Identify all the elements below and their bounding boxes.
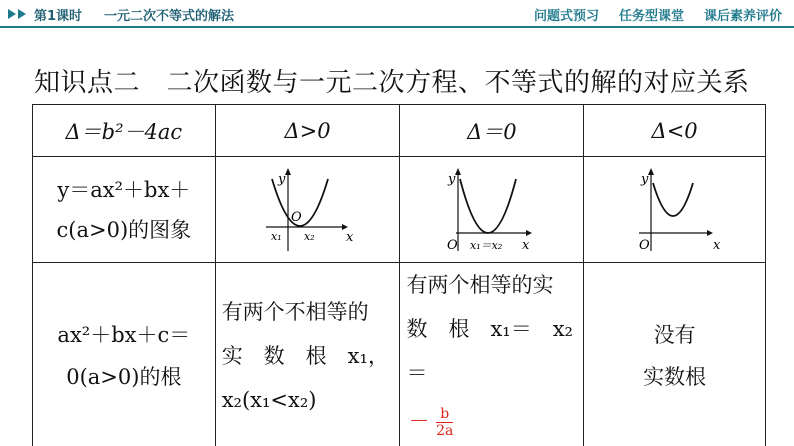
- y-axis-arrow-icon: [648, 168, 654, 175]
- header-discriminant: Δ＝b²－4ac: [33, 105, 216, 157]
- answer-denominator: 2a: [436, 423, 454, 439]
- roots-two-cell: [215, 263, 400, 446]
- y-axis-label: y: [447, 171, 456, 187]
- no-root-line1: 没有: [653, 322, 696, 347]
- graph-no-root-cell: [584, 157, 766, 263]
- breadcrumb: [8, 4, 234, 24]
- two-roots-line2: 实 数 根 x₁，: [221, 343, 389, 368]
- answer-numerator: b: [436, 406, 453, 423]
- tab-preview[interactable]: 问题式预习: [533, 8, 599, 24]
- graph-double-root-cell: [400, 157, 584, 263]
- answer-blank: [406, 395, 455, 446]
- graph-label-line1: y＝ax²＋bx＋: [57, 177, 191, 202]
- roots-none-cell: [584, 263, 766, 446]
- lesson-label: 第1课时: [34, 8, 83, 24]
- tab-evaluation[interactable]: 课后素养评价: [703, 8, 782, 24]
- y-axis-label: y: [640, 171, 648, 187]
- x-axis-label: x: [712, 237, 720, 253]
- no-root-line2: 实数根: [643, 364, 707, 389]
- y-axis-arrow-icon: [455, 168, 461, 175]
- roots-label-line2: 0(a>0)的根: [66, 364, 182, 389]
- origin-label: O: [290, 209, 302, 225]
- parabola-two-roots-graph: [258, 165, 358, 255]
- x-axis-arrow-icon: [707, 230, 713, 236]
- graph-row-label: [33, 157, 216, 263]
- header-negative: Δ<0: [584, 105, 766, 157]
- lesson-title: 一元二次不等式的解法: [104, 8, 235, 24]
- double-root-answer: [406, 395, 583, 446]
- roots-row-label: [33, 263, 216, 446]
- answer-sign: －: [408, 409, 430, 433]
- page-title: 知识点二 二次函数与一元二次方程、不等式的解的对应关系: [34, 68, 750, 98]
- nav-tabs: [534, 4, 782, 24]
- x-axis-label: x: [521, 237, 530, 253]
- root-x2-label: x₂: [303, 229, 315, 243]
- parabola-no-root-graph: [625, 165, 725, 255]
- play-arrow-icon: [18, 9, 26, 19]
- graph-two-roots-cell: [215, 157, 400, 263]
- parabola-curve: [460, 179, 516, 233]
- parabola-curve: [653, 183, 693, 216]
- double-root-line2: 数 根 x₁＝ x₂＝: [406, 317, 573, 385]
- y-axis-arrow-icon: [285, 168, 291, 175]
- top-bar: [0, 0, 794, 28]
- top-divider: [0, 26, 794, 28]
- relation-table: [32, 104, 766, 446]
- x-axis-label: x: [345, 229, 353, 245]
- graph-label-line2: c(a>0)的图象: [56, 217, 192, 242]
- roots-label-line1: ax²＋bx＋c＝: [57, 322, 191, 347]
- x-axis-arrow-icon: [526, 230, 532, 236]
- parabola-double-root-graph: [442, 165, 542, 255]
- y-axis-label: y: [277, 171, 285, 187]
- double-root-line1: 有两个相等的实: [406, 273, 554, 297]
- tab-classroom[interactable]: 任务型课堂: [618, 8, 684, 24]
- two-roots-line1: 有两个不相等的: [221, 299, 369, 324]
- root-x1-label: x₁: [270, 229, 282, 243]
- two-roots-line3: x₂(x₁<x₂): [221, 387, 317, 412]
- answer-fraction: [436, 406, 453, 439]
- origin-label: O: [638, 237, 650, 253]
- roots-double-cell: [400, 263, 584, 446]
- origin-label: O: [446, 237, 458, 253]
- header-positive: Δ>0: [215, 105, 400, 157]
- graph-row: [33, 157, 766, 263]
- play-arrow-icon: [8, 9, 16, 19]
- double-root-label: x₁＝x₂: [469, 238, 503, 252]
- header-zero: Δ＝0: [400, 105, 584, 157]
- table-header-row: [33, 105, 766, 157]
- roots-row: [33, 263, 766, 446]
